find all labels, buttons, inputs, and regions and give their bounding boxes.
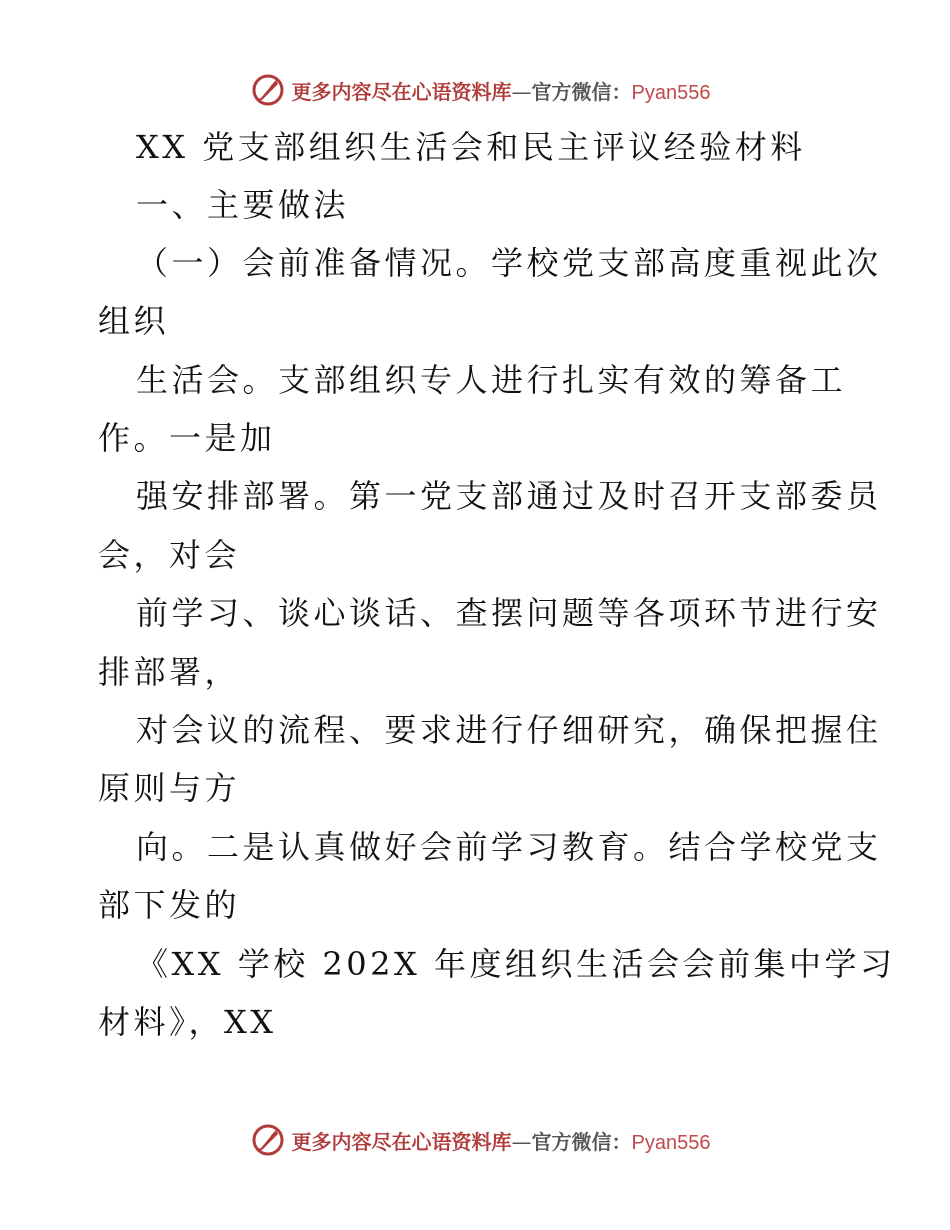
paragraph-line: 《XX 学校 202X 年度组织生活会会前集中学习 — [136, 945, 896, 983]
watermark-main-text: 更多内容尽在心语资料库 — [291, 1129, 512, 1154]
quill-logo-icon — [250, 1122, 286, 1158]
watermark-main-text: 更多内容尽在心语资料库 — [291, 79, 512, 104]
paragraph-line: 强安排部署。第一党支部通过及时召开支部委员 — [136, 477, 882, 515]
watermark-wechat-label: 官方微信： — [531, 1129, 632, 1154]
section-heading: 一、主要做法 — [136, 186, 350, 224]
paragraph-line: 会，对会 — [98, 536, 241, 574]
watermark-separator: — — [511, 1129, 532, 1154]
watermark-group — [250, 72, 711, 108]
watermark-account: Pyan556 — [631, 81, 711, 104]
watermark-separator: — — [511, 79, 532, 104]
paragraph-line: 排部署， — [98, 653, 241, 691]
footer-watermark — [0, 1120, 950, 1160]
paragraph-line: 前学习、谈心谈话、查摆问题等各项环节进行安 — [136, 594, 882, 632]
watermark-text — [292, 1126, 711, 1155]
paragraph-line: 作。一是加 — [98, 419, 276, 457]
paragraph-line: 组织 — [98, 302, 170, 340]
document-title: XX 党支部组织生活会和民主评议经验材料 — [136, 128, 806, 166]
quill-logo-icon — [250, 72, 286, 108]
paragraph-line: 部下发的 — [98, 886, 241, 924]
paragraph-line: 材料》，XX — [98, 1003, 277, 1041]
paragraph-line: 向。二是认真做好会前学习教育。结合学校党支 — [136, 828, 882, 866]
header-watermark — [0, 70, 950, 110]
watermark-group — [250, 1122, 711, 1158]
watermark-wechat-label: 官方微信： — [531, 79, 632, 104]
paragraph-line: 生活会。支部组织专人进行扎实有效的筹备工 — [136, 361, 847, 399]
paragraph-line: 原则与方 — [98, 769, 241, 807]
paragraph-line: （一）会前准备情况。学校党支部高度重视此次 — [136, 244, 882, 282]
watermark-text — [292, 76, 711, 105]
paragraph-line: 对会议的流程、要求进行仔细研究，确保把握住 — [136, 711, 882, 749]
watermark-account: Pyan556 — [631, 1131, 711, 1154]
